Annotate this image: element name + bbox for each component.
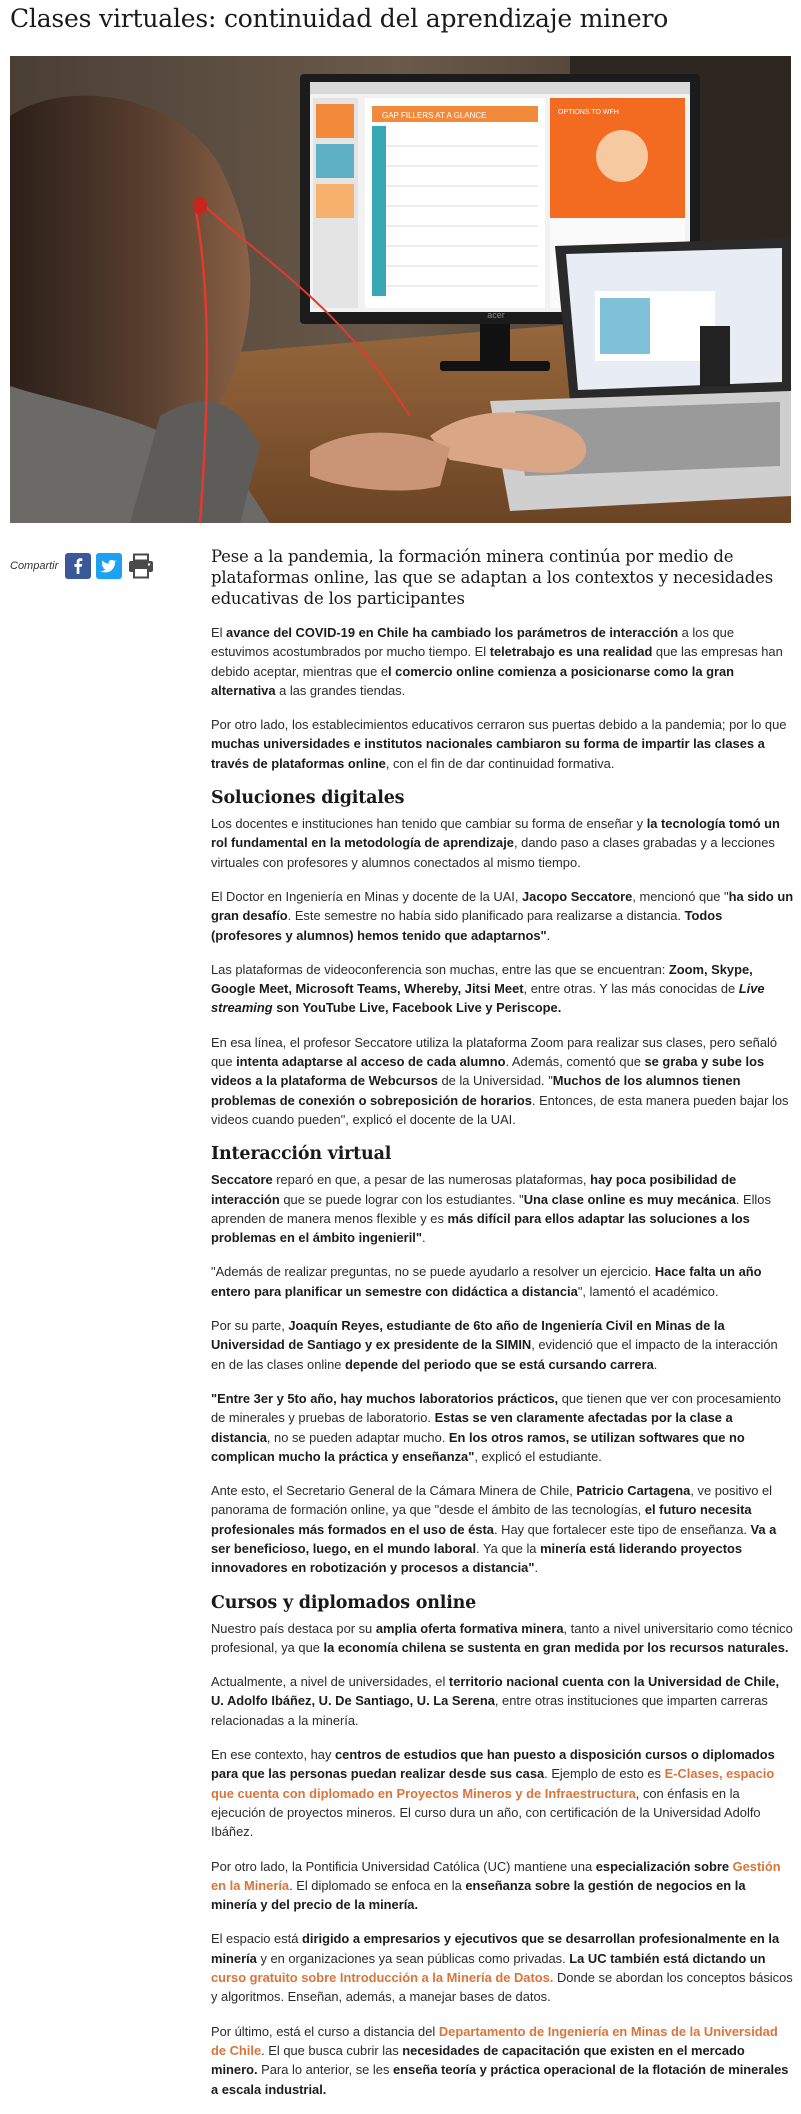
article-paragraph: [211, 1033, 794, 1129]
emphasis-text: necesidades de capacitación que existen en el mercado minero.: [211, 2042, 745, 2078]
article-paragraph: [211, 1262, 794, 1301]
body-text: El Doctor en Ingeniería en Minas y docente de la UAI,: [211, 888, 522, 904]
section-heading-cursos-diplomados: Cursos y diplomados online: [211, 1592, 477, 1613]
article-paragraph: [211, 1745, 794, 1841]
body-text: .: [546, 927, 551, 943]
article-link[interactable]: E-Clases, espacio que cuenta con diplomado en Proyectos Mineros y de Infraestructura: [211, 1766, 775, 1801]
body-text: que se puede lograr con los estudiantes. ": [279, 1191, 524, 1207]
emphasis-text: Live streaming: [211, 981, 765, 1016]
body-text: , entre otras instituciones que imparten carreras relacionadas a la minería.: [211, 1693, 768, 1728]
body-text: Donde se abordan los conceptos básicos y algoritmos. Enseñan, además, a manejar bases de datos.: [211, 1970, 793, 2005]
body-text: a las grandes tiendas.: [275, 682, 406, 698]
article-link[interactable]: Gestión en la Minería: [211, 1858, 781, 1893]
body-text: En esa línea, el profesor Seccatore utiliza la plataforma Zoom para realizar sus clases, pero señaló que: [211, 1034, 778, 1070]
body-text: Los docentes e instituciones han tenido que cambiar su forma de enseñar y: [211, 816, 647, 832]
body-text: , no se pueden adaptar mucho.: [266, 1429, 449, 1445]
screen-heading-2: OPTIONS TO WFH: [558, 109, 619, 116]
emphasis-text: la economía chilena se sustenta en gran medida por los recursos naturales.: [323, 1639, 789, 1655]
emphasis-text: Va a ser beneficioso, luego, en el mundo laboral: [211, 1521, 777, 1556]
screen-heading-1: GAP FILLERS AT A GLANCE: [382, 111, 487, 120]
article-paragraph: [211, 1170, 794, 1247]
body-text: , tanto a nivel universitario como técnico profesional, ya que: [211, 1620, 793, 1655]
body-text: . Ejemplo de esto es: [544, 1766, 665, 1782]
body-text: El espacio está: [211, 1931, 303, 1947]
emphasis-text: centros de estudios que han puesto a disposición cursos o diplomados para que las personas puedan realizar desde sus casa: [211, 1747, 775, 1782]
body-text: .: [534, 1560, 539, 1576]
emphasis-text: Zoom, Skype, Google Meet, Microsoft Teams, Whereby, Jitsi Meet: [211, 961, 753, 997]
emphasis-text: "Entre 3er y 5to año, hay muchos laboratorios prácticos,: [211, 1390, 559, 1406]
hero-photo-illustration: [10, 56, 791, 523]
emphasis-text: amplia oferta formativa minera: [375, 1620, 564, 1636]
body-text: . El que busca cubrir las: [261, 2042, 403, 2058]
body-text: de la Universidad. ": [437, 1073, 553, 1089]
emphasis-text: ha sido un gran desafío: [211, 888, 794, 924]
article-paragraph: [211, 960, 794, 1018]
article-paragraph: [211, 814, 794, 872]
emphasis-text: depende del periodo que se está cursando carrera: [345, 1356, 654, 1372]
article-paragraph: [211, 1857, 794, 1915]
emphasis-text: Hace falta un año entero para planificar un semestre con didáctica a distancia: [211, 1264, 762, 1299]
print-icon[interactable]: [127, 553, 153, 579]
article-paragraph: [211, 2022, 794, 2099]
emphasis-text: intenta adaptarse al acceso de cada alumno: [236, 1054, 506, 1070]
emphasis-text: dirigido a empresarios y ejecutivos que se desarrollan profesionalmente en la minería: [211, 1931, 780, 1966]
emphasis-text: Joaquín Reyes, estudiante de 6to año de Ingeniería Civil en Minas de la Universidad de Santiago y ex presidente de la SIMIN: [211, 1318, 725, 1353]
emphasis-text: el futuro necesita profesionales más formados en el uso de ésta: [211, 1502, 752, 1537]
body-text: y en organizaciones ya sean públicas como privadas.: [256, 1950, 570, 1966]
body-text: , mencionó que ": [632, 888, 729, 904]
body-text: . Este semestre no había sido planificado para realizarse a distancia.: [287, 908, 685, 924]
emphasis-text: teletrabajo es una realidad: [489, 644, 653, 660]
article-lead: Pese a la pandemia, la formación minera continúa por medio de plataformas online, las que se adaptan a los contextos y necesidades educativas de los participantes: [211, 547, 773, 608]
monitor-logo: acer: [487, 310, 505, 320]
body-text: , con énfasis en la ejecución de proyectos mineros. El curso dura un año, con certificación de la Universidad Adolfo Ibáñez.: [211, 1785, 761, 1840]
body-text: . Ya que la: [476, 1540, 541, 1556]
emphasis-text: Seccatore: [211, 1172, 273, 1188]
emphasis-text: minería está liderando proyectos innovadores en robotización y procesos a distancia": [211, 1540, 743, 1576]
body-text: Para lo anterior, se les: [257, 2062, 393, 2078]
article-paragraph: [211, 1389, 794, 1466]
article-paragraph: [211, 1672, 794, 1730]
emphasis-text: enseña teoría y práctica operacional de la flotación de minerales a escala industrial.: [211, 2062, 789, 2097]
body-text: . Entonces, de esta manera pueden bajar los videos cuando pueden", explicó el docente de la UAI.: [211, 1092, 789, 1127]
article-paragraph: [211, 1929, 794, 2006]
body-text: El: [211, 625, 227, 640]
emphasis-text: especialización sobre: [595, 1858, 733, 1874]
emphasis-text: se graba y sube los videos a la plataforma de Webcursos: [211, 1054, 765, 1089]
body-text: Actualmente, a nivel de universidades, el: [211, 1674, 449, 1690]
article-paragraph: [211, 1481, 794, 1577]
body-text: , con el fin de dar continuidad formativa.: [385, 755, 615, 771]
body-text: "Además de realizar preguntas, no se puede ayudarlo a resolver un ejercicio.: [211, 1264, 655, 1280]
body-text: , entre otras. Y las más conocidas de: [523, 981, 739, 997]
emphasis-text: Una clase online es muy mecánica: [523, 1191, 736, 1207]
body-text: ", lamentó el académico.: [577, 1283, 719, 1299]
article-paragraph: [211, 623, 794, 700]
body-text: , ve positivo el panorama de formación online, ya que "desde el ámbito de las tecnologías,: [211, 1483, 773, 1518]
body-text: . Ellos aprenden de manera menos flexible y es: [211, 1191, 771, 1226]
body-text: reparó en que, a pesar de las numerosas plataformas,: [272, 1172, 591, 1188]
emphasis-text: La UC también está dictando un: [569, 1950, 766, 1966]
share-bar: [10, 553, 153, 579]
emphasis-text: En los otros ramos, se utilizan softwares que no complican mucho la práctica y enseñanza": [211, 1429, 745, 1464]
body-text: Por otro lado, los establecimientos educativos cerraron sus puertas debido a la pandemia; por lo que: [211, 717, 787, 733]
emphasis-text: son YouTube Live, Facebook Live y Periscope.: [272, 1000, 562, 1016]
body-text: . Hay que fortalecer este tipo de enseñanza.: [493, 1521, 751, 1537]
article-paragraph: [211, 1619, 794, 1658]
share-label: Compartir: [10, 560, 59, 572]
body-text: , evidenció que el impacto de la interacción en de las clases online: [211, 1337, 778, 1372]
body-text: Ante esto, el Secretario General de la Cámara Minera de Chile,: [211, 1483, 577, 1499]
emphasis-text: Todos (profesores y alumnos) hemos tenido que adaptarnos": [211, 908, 723, 943]
body-text: a los que estuvimos acostumbrados por mucho tiempo. El: [211, 625, 734, 660]
body-text: , dando paso a clases grabadas y a lecciones virtuales con profesores y alumnos conectados al mismo tiempo.: [211, 835, 775, 870]
body-text: . Además, comentó que: [505, 1054, 645, 1070]
emphasis-text: muchas universidades e institutos nacionales cambiaron su forma de impartir las clases a través de plataformas online: [211, 736, 765, 771]
emphasis-text: territorio nacional cuenta con la Universidad de Chile, U. Adolfo Ibáñez, U. De Santiago, U. La Serena: [211, 1674, 780, 1709]
body-text: .: [421, 1230, 426, 1246]
facebook-icon[interactable]: [65, 553, 91, 579]
page-title: Clases virtuales: continuidad del aprendizaje minero: [10, 4, 669, 33]
emphasis-text: Estas se ven claramente afectadas por la clase a distancia: [211, 1410, 733, 1445]
twitter-icon[interactable]: [96, 553, 122, 579]
emphasis-text: Muchos de los alumnos tienen problemas de conexión o sobreposición de horarios: [211, 1073, 741, 1108]
emphasis-text: Jacopo Seccatore: [521, 888, 633, 904]
body-text: En ese contexto, hay: [211, 1747, 335, 1763]
article-paragraph: [211, 1316, 794, 1374]
body-text: Por su parte,: [211, 1318, 289, 1334]
body-text: Nuestro país destaca por su: [211, 1620, 376, 1636]
body-text: .: [653, 1356, 658, 1372]
section-heading-interaccion-virtual: Interacción virtual: [211, 1144, 392, 1165]
article-link[interactable]: Departamento de Ingeniería en Minas de la Universidad de Chile: [211, 2023, 778, 2058]
emphasis-text: enseñanza sobre la gestión de negocios en la minería y del precio de la minería.: [211, 1877, 746, 1913]
article-paragraph: [211, 887, 794, 945]
hero-image: [10, 56, 791, 523]
body-text: que las empresas han debido aceptar, mientras que e: [211, 644, 783, 679]
article-body: [211, 546, 794, 2114]
body-text: Por último, está el curso a distancia del: [211, 2023, 439, 2039]
emphasis-text: l comercio online comienza a posicionarse como la gran alternativa: [211, 663, 735, 698]
emphasis-text: hay poca posibilidad de interacción: [211, 1172, 737, 1207]
section-heading-soluciones-digitales: Soluciones digitales: [211, 788, 405, 809]
body-text: . El diplomado se enfoca en la: [289, 1877, 466, 1893]
body-text: Por otro lado, la Pontificia Universidad Católica (UC) mantiene una: [211, 1858, 596, 1874]
emphasis-text: Patricio Cartagena: [576, 1483, 691, 1499]
article-link[interactable]: curso gratuito sobre Introducción a la Minería de Datos.: [211, 1970, 554, 1986]
body-text: que tienen que ver con procesamiento de minerales y pruebas de laboratorio.: [211, 1390, 781, 1426]
emphasis-text: más difícil para ellos adaptar las soluciones a los problemas en el ámbito ingenieril": [211, 1210, 750, 1246]
emphasis-text: avance del COVID-19 en Chile ha cambiado los parámetros de interacción: [226, 625, 679, 640]
emphasis-text: la tecnología tomó un rol fundamental en la metodología de aprendizaje: [211, 816, 780, 851]
body-text: , explicó el estudiante.: [474, 1448, 602, 1464]
article-paragraph: [211, 715, 794, 773]
body-text: Las plataformas de videoconferencia son muchas, entre las que se encuentran:: [211, 961, 669, 977]
